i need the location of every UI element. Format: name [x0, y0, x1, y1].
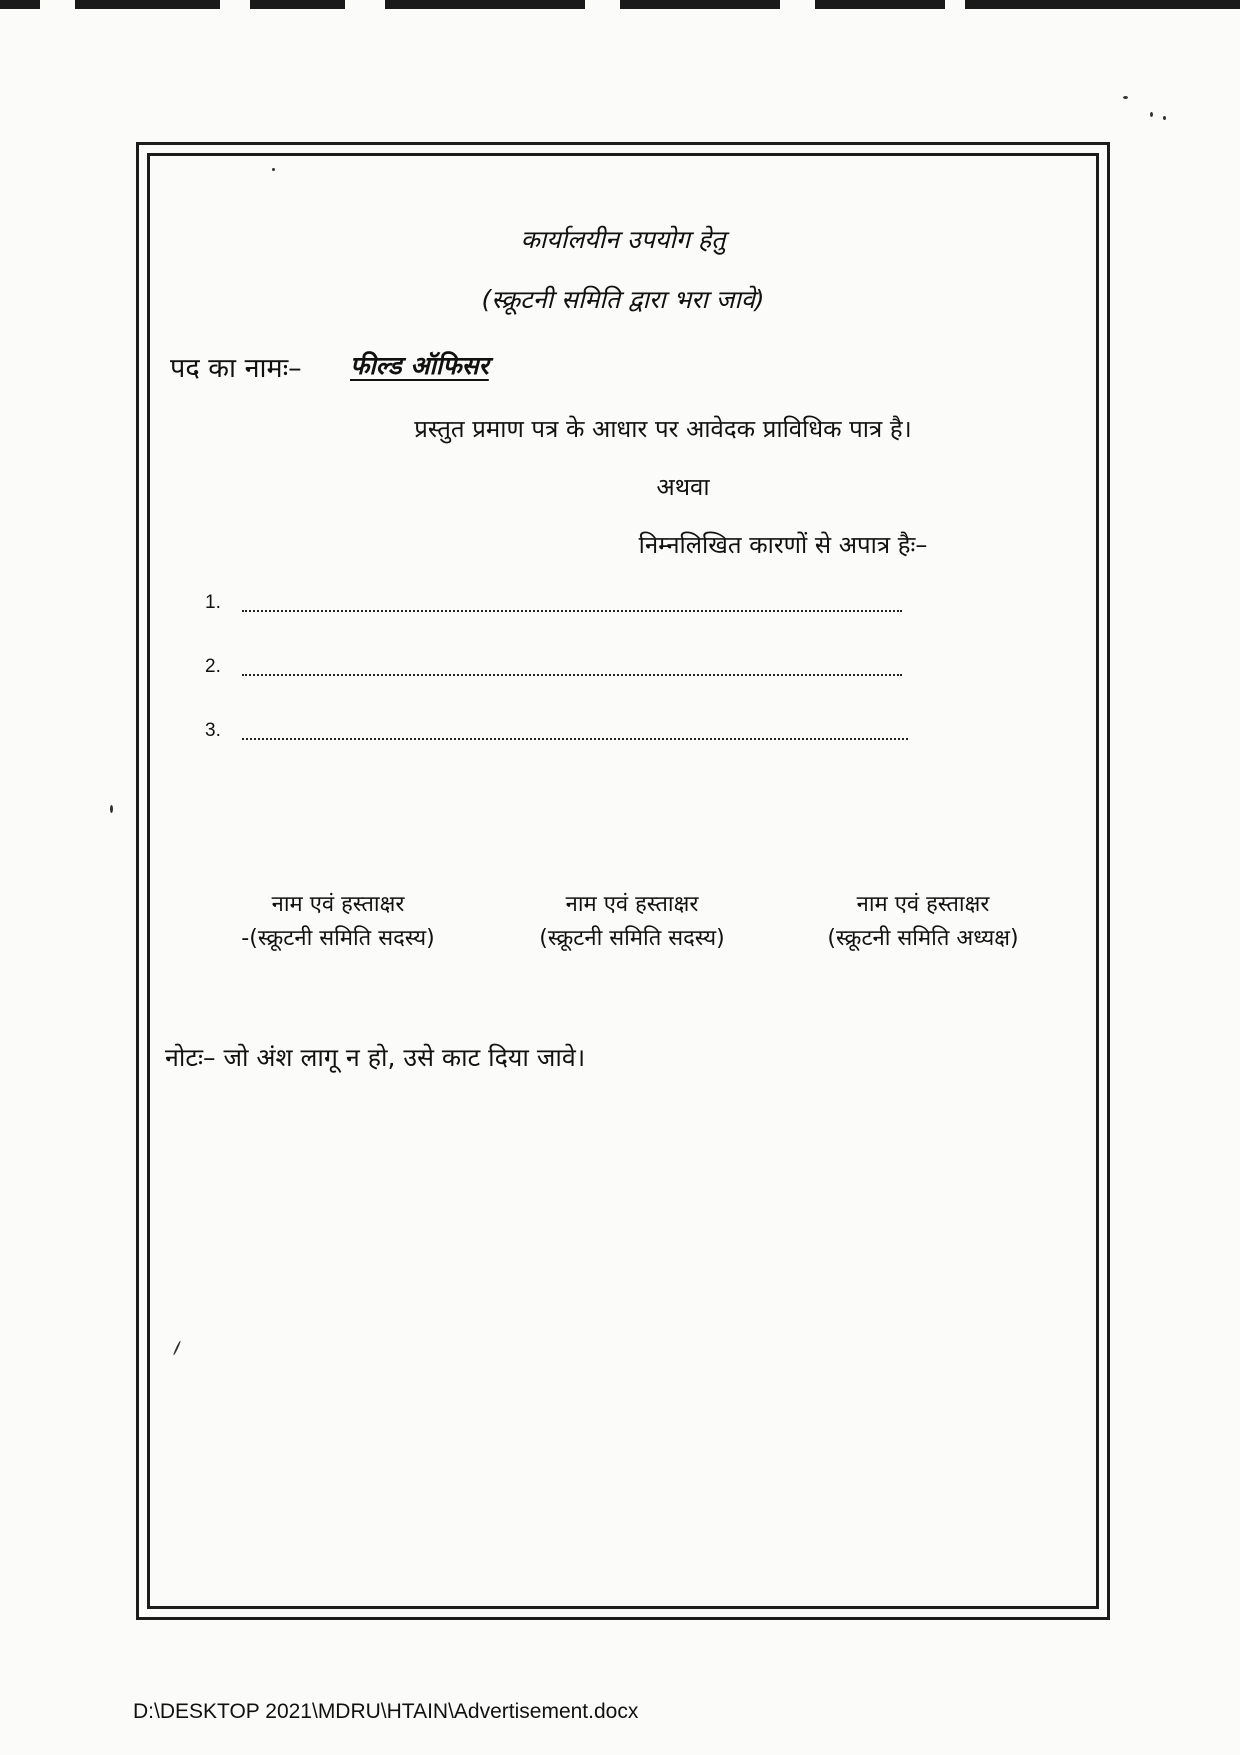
scan-artifact-strip [815, 0, 945, 9]
ineligible-statement: निम्नलिखित कारणों से अपात्र हैः– [638, 531, 928, 559]
scan-artifact-strip [250, 0, 345, 9]
signature-label: नाम एवं हस्ताक्षर [856, 892, 990, 917]
signature-block-member-1 [188, 888, 488, 956]
scan-artifact-strip [385, 0, 585, 9]
scan-speck [110, 805, 113, 813]
signature-role: (स्क्रूटनी समिति अध्यक्ष) [827, 926, 1019, 951]
post-name-label: पद का नामः– [170, 353, 302, 384]
scan-artifact-strip [0, 0, 40, 9]
footer-file-path: D:\DESKTOP 2021\MDRU\HTAIN\Advertisement.docx [133, 1700, 639, 1723]
reason-blank-line[interactable] [242, 738, 908, 740]
scan-speck [1150, 112, 1153, 117]
signature-block-member-2 [482, 888, 782, 956]
scan-speck [1163, 116, 1166, 120]
signature-label: नाम एवं हस्ताक्षर [565, 892, 699, 917]
scan-artifact-strip [965, 0, 1240, 9]
scan-artifact-strip [75, 0, 220, 9]
signature-role: (स्क्रूटनी समिति सदस्य) [539, 926, 725, 951]
or-text: अथवा [656, 473, 710, 501]
reason-blank-line[interactable] [242, 610, 902, 612]
reason-number: 3. [205, 720, 221, 741]
reason-number: 1. [205, 592, 221, 613]
scan-speck [1123, 96, 1128, 99]
form-subheading: (स्क्रूटनी समिति द्वारा भरा जावे) [481, 285, 765, 314]
signature-label: नाम एवं हस्ताक्षर [271, 892, 405, 917]
scan-artifact-strip [620, 0, 780, 9]
reason-blank-line[interactable] [242, 674, 902, 676]
post-name-value: फील्ड ऑफिसर [350, 351, 489, 380]
signature-block-chairman [773, 888, 1073, 956]
signature-role: -(स्क्रूटनी समिति सदस्य) [241, 926, 435, 951]
note-text: नोटः– जो अंश लागू न हो, उसे काट दिया जावे। [165, 1043, 586, 1072]
reason-number: 2. [205, 656, 221, 677]
eligible-statement: प्रस्तुत प्रमाण पत्र के आधार पर आवेदक प्राविधिक पात्र है। [414, 415, 912, 443]
form-heading: कार्यालयीन उपयोग हेतु [520, 225, 726, 254]
